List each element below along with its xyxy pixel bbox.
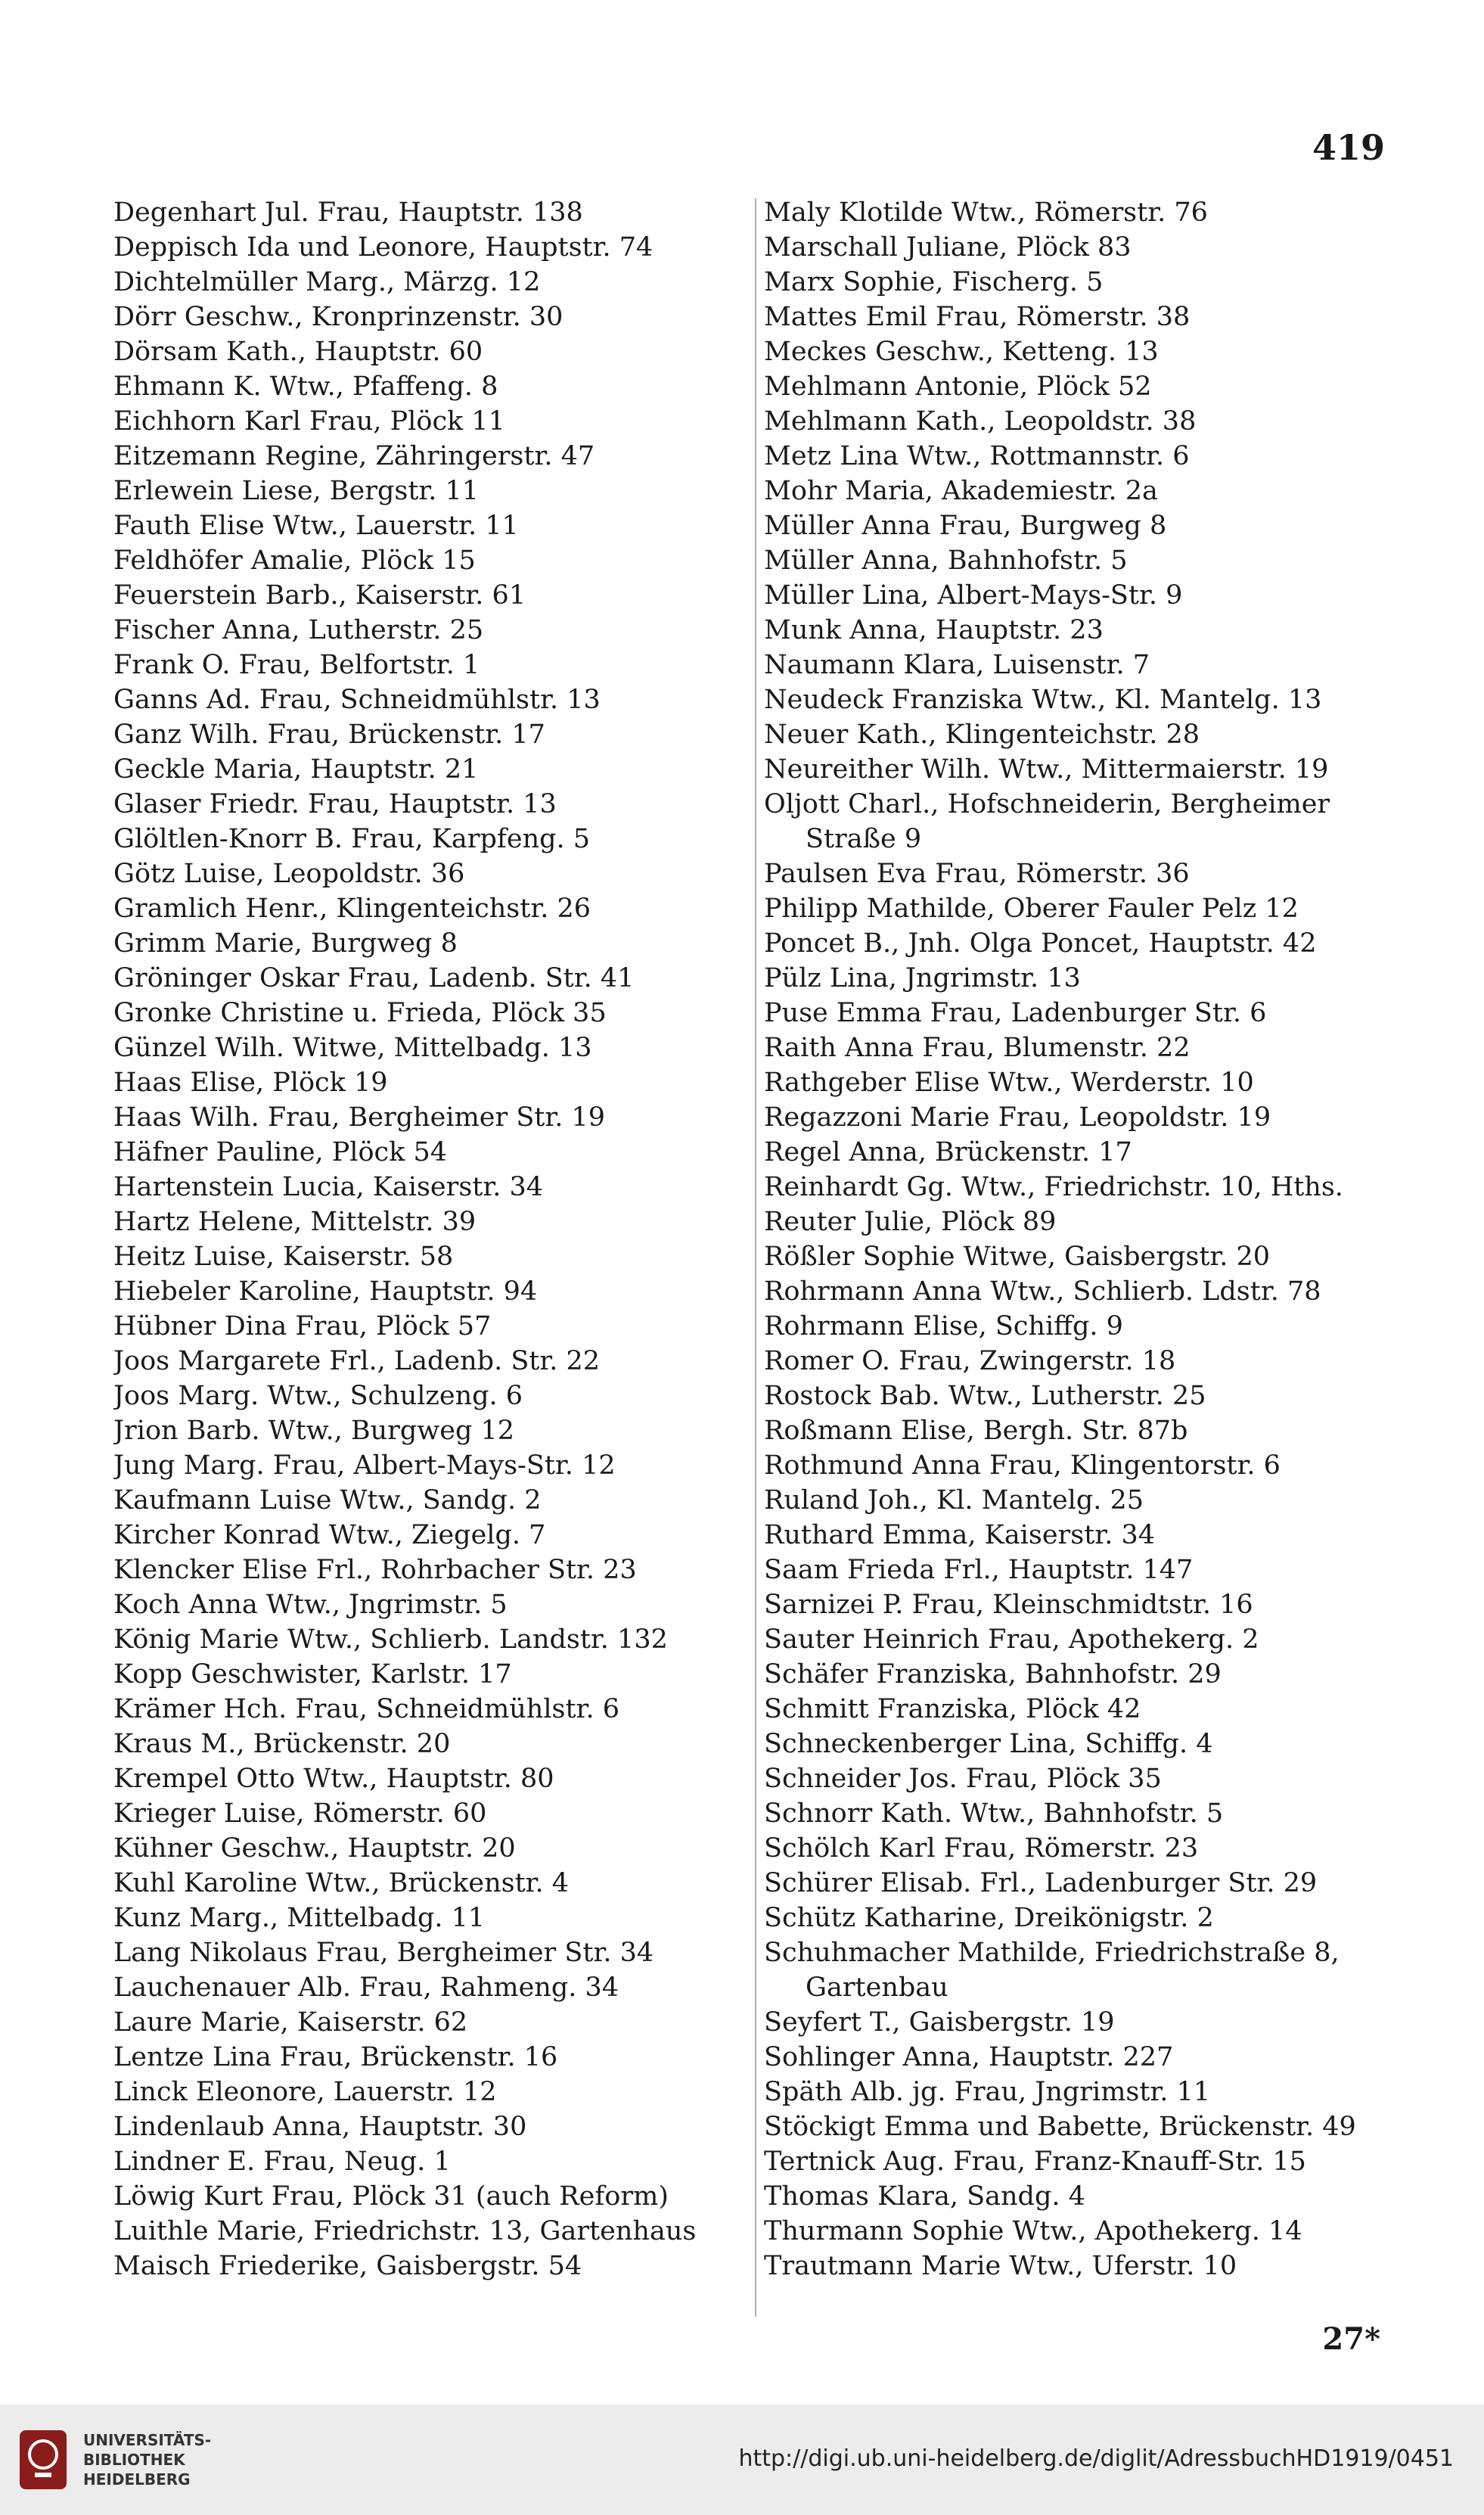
- directory-entry: Philipp Mathilde, Oberer Fauler Pelz 12: [764, 894, 1299, 924]
- directory-entry: Hartenstein Lucia, Kaiserstr. 34: [113, 1172, 544, 1202]
- directory-entry: Straße 9: [806, 824, 922, 854]
- logo-line: HEIDELBERG: [83, 2470, 191, 2489]
- directory-entry: Feldhöfer Amalie, Plöck 15: [113, 546, 476, 576]
- source-url-link[interactable]: http://digi.ub.uni-heidelberg.de/diglit/AdressbuchHD1919/0451: [738, 2445, 1454, 2472]
- directory-entry: Degenhart Jul. Frau, Hauptstr. 138: [113, 197, 583, 228]
- directory-entry: Kunz Marg., Mittelbadg. 11: [113, 1903, 486, 1933]
- directory-entry: Lindenlaub Anna, Hauptstr. 30: [113, 2112, 527, 2142]
- directory-entry: König Marie Wtw., Schlierb. Landstr. 132: [113, 1624, 668, 1655]
- directory-entry: Rostock Bab. Wtw., Lutherstr. 25: [764, 1381, 1206, 1411]
- sheet-signature: 27*: [1322, 2321, 1380, 2357]
- directory-entry: Gronke Christine u. Frieda, Plöck 35: [113, 998, 607, 1028]
- directory-entry: Krieger Luise, Römerstr. 60: [113, 1798, 487, 1829]
- directory-entry: Maly Klotilde Wtw., Römerstr. 76: [764, 197, 1208, 228]
- directory-entry: Glöltlen-Knorr B. Frau, Karpfeng. 5: [113, 824, 591, 854]
- directory-entry: Gröninger Oskar Frau, Ladenb. Str. 41: [113, 963, 635, 993]
- directory-entry: Lang Nikolaus Frau, Bergheimer Str. 34: [113, 1938, 654, 1968]
- directory-entry: Lauchenauer Alb. Frau, Rahmeng. 34: [113, 1973, 619, 2003]
- directory-entry: Ehmann K. Wtw., Pfaffeng. 8: [113, 371, 498, 402]
- directory-entry: Tertnick Aug. Frau, Franz-Knauff-Str. 15: [764, 2147, 1306, 2177]
- directory-entry: Krämer Hch. Frau, Schneidmühlstr. 6: [113, 1694, 619, 1724]
- directory-entry: Eitzemann Regine, Zähringerstr. 47: [113, 441, 595, 471]
- directory-entry: Ruthard Emma, Kaiserstr. 34: [764, 1520, 1155, 1550]
- directory-entry: Geckle Maria, Hauptstr. 21: [113, 754, 479, 785]
- directory-entry: Sarnizei P. Frau, Kleinschmidtstr. 16: [764, 1590, 1253, 1620]
- library-logo-text: [83, 2430, 211, 2489]
- directory-entry: Rohrmann Anna Wtw., Schlierb. Ldstr. 78: [764, 1276, 1321, 1307]
- logo-line: UNIVERSITÄTS-: [83, 2431, 212, 2449]
- directory-entry: Reinhardt Gg. Wtw., Friedrichstr. 10, Hths.: [764, 1172, 1343, 1202]
- directory-entry: Joos Margarete Frl., Ladenb. Str. 22: [113, 1346, 601, 1376]
- directory-entry: Müller Anna, Bahnhofstr. 5: [764, 546, 1128, 576]
- directory-entry: Rohrmann Elise, Schiffg. 9: [764, 1311, 1123, 1341]
- directory-entry: Reuter Julie, Plöck 89: [764, 1207, 1057, 1237]
- directory-entry: Romer O. Frau, Zwingerstr. 18: [764, 1346, 1176, 1376]
- directory-entry: Fischer Anna, Lutherstr. 25: [113, 615, 484, 645]
- directory-entry: Schütz Katharine, Dreikönigstr. 2: [764, 1903, 1214, 1933]
- directory-entry: Kopp Geschwister, Karlstr. 17: [113, 1659, 512, 1690]
- directory-entry: Ruland Joh., Kl. Mantelg. 25: [764, 1485, 1144, 1516]
- directory-entry: Linck Eleonore, Lauerstr. 12: [113, 2077, 497, 2107]
- directory-entry: Thurmann Sophie Wtw., Apothekerg. 14: [764, 2216, 1302, 2246]
- directory-entry: Mattes Emil Frau, Römerstr. 38: [764, 302, 1191, 332]
- directory-entry: Schölch Karl Frau, Römerstr. 23: [764, 1833, 1199, 1864]
- directory-entry: Heitz Luise, Kaiserstr. 58: [113, 1242, 454, 1272]
- directory-entry: Puse Emma Frau, Ladenburger Str. 6: [764, 998, 1267, 1028]
- directory-entry: Roßmann Elise, Bergh. Str. 87b: [764, 1416, 1188, 1446]
- university-seal-icon: [17, 2427, 70, 2492]
- directory-entry: Feuerstein Barb., Kaiserstr. 61: [113, 580, 526, 611]
- directory-entry: Gartenbau: [806, 1973, 948, 2003]
- directory-entry: Kaufmann Luise Wtw., Sandg. 2: [113, 1485, 542, 1516]
- directory-entry: Hiebeler Karoline, Hauptstr. 94: [113, 1276, 538, 1307]
- directory-entry: Dörr Geschw., Kronprinzenstr. 30: [113, 302, 563, 332]
- directory-entry: Hartz Helene, Mittelstr. 39: [113, 1207, 477, 1237]
- directory-entry: Ganns Ad. Frau, Schneidmühlstr. 13: [113, 685, 601, 715]
- directory-entry: Schmitt Franziska, Plöck 42: [764, 1694, 1141, 1724]
- directory-entry: Raith Anna Frau, Blumenstr. 22: [764, 1033, 1191, 1063]
- directory-entry: Müller Anna Frau, Burgweg 8: [764, 511, 1167, 541]
- directory-entry: Häfner Pauline, Plöck 54: [113, 1137, 448, 1167]
- directory-entry: Kuhl Karoline Wtw., Brückenstr. 4: [113, 1868, 570, 1898]
- directory-entry: Jrion Barb. Wtw., Burgweg 12: [113, 1416, 515, 1446]
- directory-entry: Marx Sophie, Fischerg. 5: [764, 267, 1104, 297]
- directory-entry: Laure Marie, Kaiserstr. 62: [113, 2007, 468, 2038]
- directory-entry: Dichtelmüller Marg., Märzg. 12: [113, 267, 541, 297]
- directory-entry: Späth Alb. jg. Frau, Jngrimstr. 11: [764, 2077, 1211, 2107]
- directory-entry: Eichhorn Karl Frau, Plöck 11: [113, 406, 505, 437]
- directory-entry: Haas Elise, Plöck 19: [113, 1068, 388, 1098]
- directory-entry: Metz Lina Wtw., Rottmannstr. 6: [764, 441, 1190, 471]
- directory-entry: Sohlinger Anna, Hauptstr. 227: [764, 2042, 1174, 2072]
- page-number: 419: [1312, 127, 1386, 168]
- column-divider: [755, 198, 756, 2317]
- directory-entry: Oljott Charl., Hofschneiderin, Bergheimer: [764, 789, 1330, 819]
- directory-entry: Schürer Elisab. Frl., Ladenburger Str. 29: [764, 1868, 1318, 1898]
- directory-entry: Schnorr Kath. Wtw., Bahnhofstr. 5: [764, 1798, 1224, 1829]
- directory-entry: Gramlich Henr., Klingenteichstr. 26: [113, 894, 591, 924]
- directory-entry: Jung Marg. Frau, Albert-Mays-Str. 12: [113, 1450, 616, 1481]
- directory-entry: Pülz Lina, Jngrimstr. 13: [764, 963, 1081, 993]
- directory-entry: Frank O. Frau, Belfortstr. 1: [113, 650, 480, 680]
- directory-entry: Neureither Wilh. Wtw., Mittermaierstr. 19: [764, 754, 1329, 785]
- directory-entry: Poncet B., Jnh. Olga Poncet, Hauptstr. 42: [764, 928, 1317, 959]
- directory-entry: Kühner Geschw., Hauptstr. 20: [113, 1833, 516, 1864]
- directory-entry: Fauth Elise Wtw., Lauerstr. 11: [113, 511, 519, 541]
- directory-entry: Luithle Marie, Friedrichstr. 13, Gartenhaus: [113, 2216, 697, 2246]
- directory-entry: Kraus M., Brückenstr. 20: [113, 1729, 451, 1759]
- directory-entry: Neudeck Franziska Wtw., Kl. Mantelg. 13: [764, 685, 1322, 715]
- directory-entry: Dörsam Kath., Hauptstr. 60: [113, 337, 483, 367]
- logo-line: BIBLIOTHEK: [83, 2451, 185, 2469]
- directory-entry: Klencker Elise Frl., Rohrbacher Str. 23: [113, 1555, 637, 1585]
- directory-entry: Löwig Kurt Frau, Plöck 31 (auch Reform): [113, 2181, 669, 2212]
- directory-entry: Götz Luise, Leopoldstr. 36: [113, 859, 465, 889]
- directory-entry: Rothmund Anna Frau, Klingentorstr. 6: [764, 1450, 1281, 1481]
- directory-entry: Thomas Klara, Sandg. 4: [764, 2181, 1085, 2212]
- directory-entry: Sauter Heinrich Frau, Apothekerg. 2: [764, 1624, 1259, 1655]
- directory-entry: Munk Anna, Hauptstr. 23: [764, 615, 1104, 645]
- directory-entry: Ganz Wilh. Frau, Brückenstr. 17: [113, 720, 545, 750]
- directory-entry: Krempel Otto Wtw., Hauptstr. 80: [113, 1764, 554, 1794]
- directory-entry: Stöckigt Emma und Babette, Brückenstr. 49: [764, 2112, 1356, 2142]
- directory-entry: Trautmann Marie Wtw., Uferstr. 10: [764, 2251, 1237, 2281]
- directory-entry: Glaser Friedr. Frau, Hauptstr. 13: [113, 789, 557, 819]
- directory-entry: Günzel Wilh. Witwe, Mittelbadg. 13: [113, 1033, 592, 1063]
- directory-entry: Schneider Jos. Frau, Plöck 35: [764, 1764, 1162, 1794]
- directory-entry: Schneckenberger Lina, Schiffg. 4: [764, 1729, 1213, 1759]
- directory-entry: Regazzoni Marie Frau, Leopoldstr. 19: [764, 1102, 1271, 1133]
- directory-entry: Schuhmacher Mathilde, Friedrichstraße 8,: [764, 1938, 1340, 1968]
- directory-entry: Seyfert T., Gaisbergstr. 19: [764, 2007, 1115, 2038]
- directory-entry: Koch Anna Wtw., Jngrimstr. 5: [113, 1590, 508, 1620]
- directory-entry: Mehlmann Antonie, Plöck 52: [764, 371, 1152, 402]
- directory-entry: Müller Lina, Albert-Mays-Str. 9: [764, 580, 1183, 611]
- directory-entry: Mehlmann Kath., Leopoldstr. 38: [764, 406, 1197, 437]
- directory-entry: Rößler Sophie Witwe, Gaisbergstr. 20: [764, 1242, 1271, 1272]
- directory-entry: Kircher Konrad Wtw., Ziegelg. 7: [113, 1520, 546, 1550]
- directory-entry: Grimm Marie, Burgweg 8: [113, 928, 458, 959]
- directory-entry: Lentze Lina Frau, Brückenstr. 16: [113, 2042, 558, 2072]
- right-column: [764, 195, 1392, 2283]
- directory-entry: Naumann Klara, Luisenstr. 7: [764, 650, 1150, 680]
- directory-entry: Joos Marg. Wtw., Schulzeng. 6: [113, 1381, 523, 1411]
- directory-entry: Haas Wilh. Frau, Bergheimer Str. 19: [113, 1102, 606, 1133]
- directory-entry: Neuer Kath., Klingenteichstr. 28: [764, 720, 1200, 750]
- directory-entry: Regel Anna, Brückenstr. 17: [764, 1137, 1132, 1167]
- directory-entry: Marschall Juliane, Plöck 83: [764, 232, 1132, 263]
- directory-entry: Saam Frieda Frl., Hauptstr. 147: [764, 1555, 1194, 1585]
- directory-entry: Deppisch Ida und Leonore, Hauptstr. 74: [113, 232, 654, 263]
- directory-entry: Maisch Friederike, Gaisbergstr. 54: [113, 2251, 582, 2281]
- directory-entry: Mohr Maria, Akademiestr. 2a: [764, 476, 1158, 506]
- directory-entry: Lindner E. Frau, Neug. 1: [113, 2147, 451, 2177]
- directory-entry: Erlewein Liese, Bergstr. 11: [113, 476, 480, 506]
- directory-entry: Paulsen Eva Frau, Römerstr. 36: [764, 859, 1190, 889]
- directory-entry: Schäfer Franziska, Bahnhofstr. 29: [764, 1659, 1222, 1690]
- directory-entry: Rathgeber Elise Wtw., Werderstr. 10: [764, 1068, 1254, 1098]
- directory-entry: Meckes Geschw., Ketteng. 13: [764, 337, 1159, 367]
- left-column: [113, 195, 749, 2283]
- directory-entry: Hübner Dina Frau, Plöck 57: [113, 1311, 492, 1341]
